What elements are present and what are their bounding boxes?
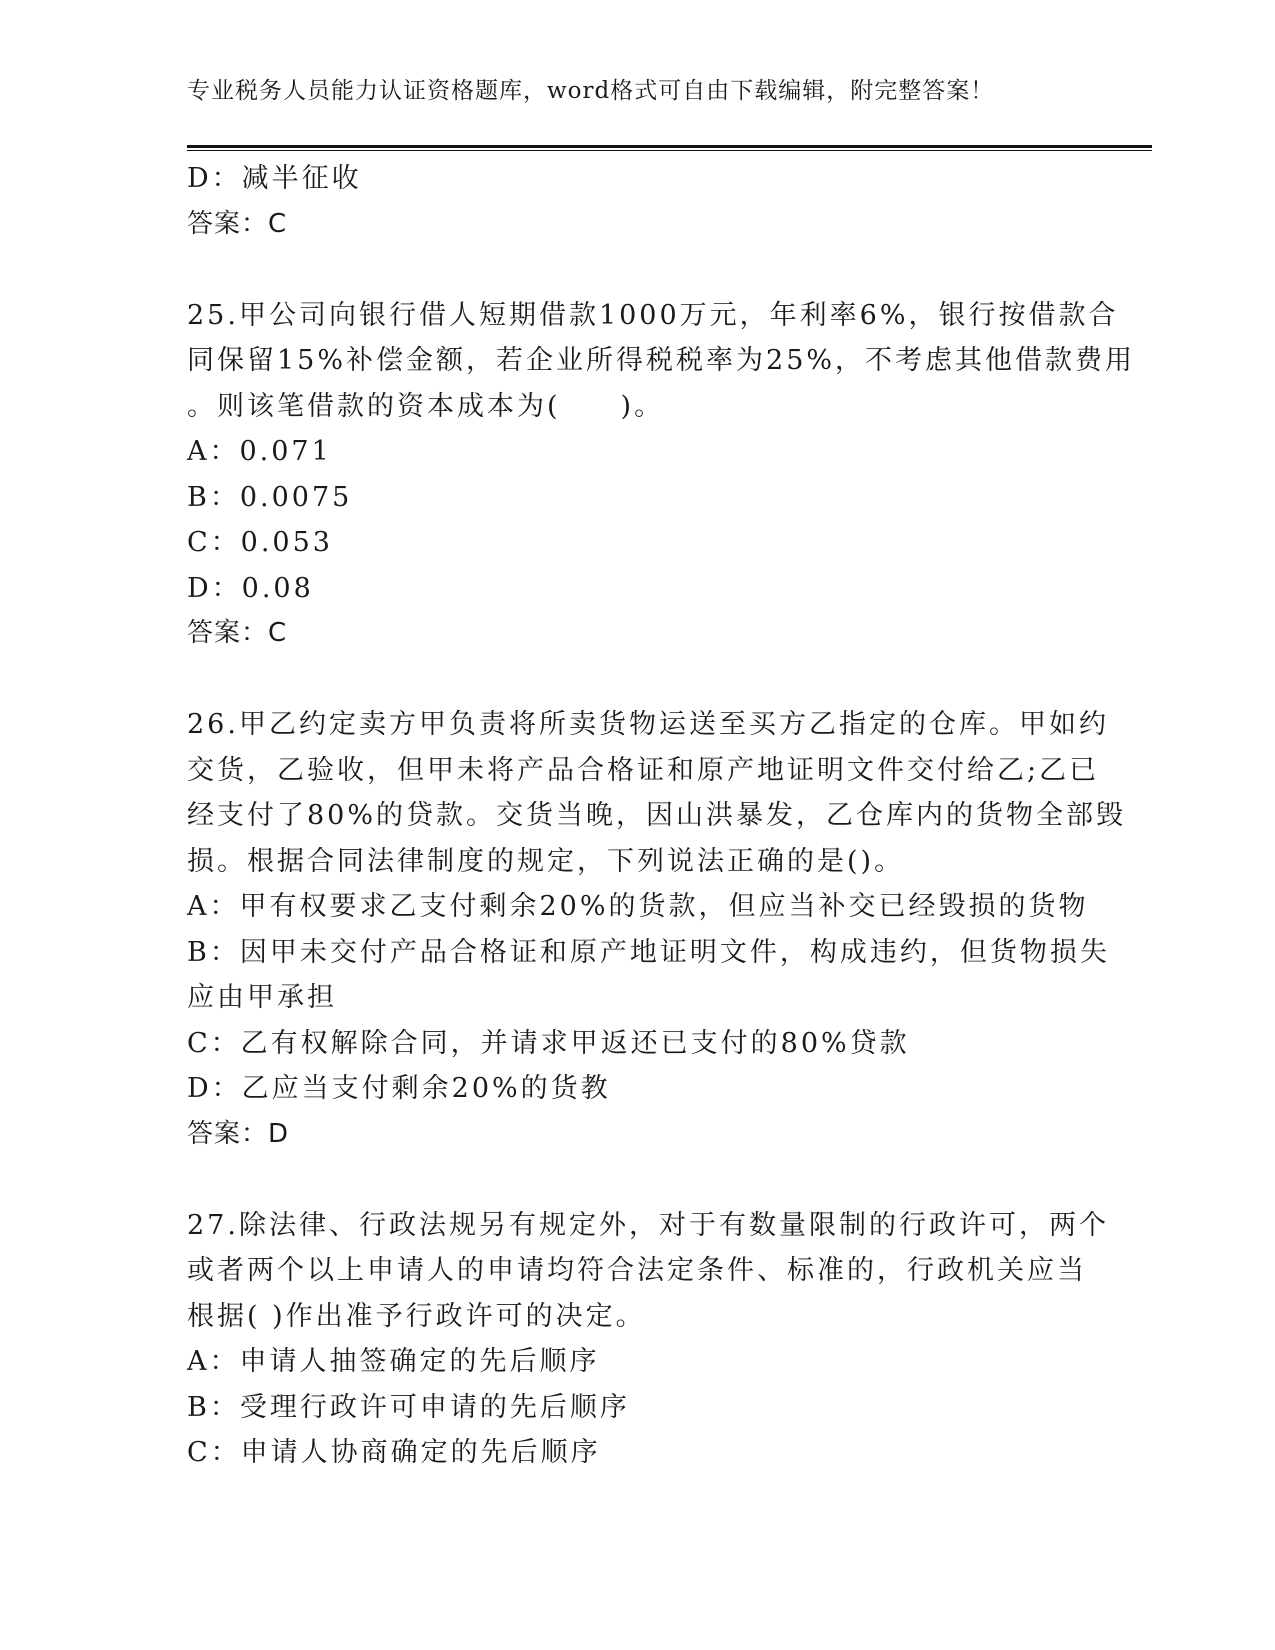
option-d: D：0.08 <box>187 572 314 604</box>
page-header: 专业税务人员能力认证资格题库，word格式可自由下载编辑，附完整答案！ <box>187 78 995 104</box>
option-b-continued: 应由甲承担 <box>187 982 337 1013</box>
option-b: B：受理行政许可申请的先后顺序 <box>187 1391 630 1423</box>
option-a: A：甲有权要求乙支付剩余20%的货款，但应当补交已经毁损的货物 <box>187 891 1089 922</box>
question-stem-line: 根据( )作出准予行政许可的决定。 <box>187 1300 646 1332</box>
option-c: C：乙有权解除合同，并请求甲返还已支付的80%贷款 <box>187 1027 910 1059</box>
question-26 <box>187 702 1127 1157</box>
question-stem-line: 27.除法律、行政法规另有规定外，对于有数量限制的行政许可，两个 <box>187 1209 1109 1241</box>
option-b: B：0.0075 <box>187 481 353 513</box>
option-c: C：0.053 <box>187 527 333 558</box>
option-b: B：因甲未交付产品合格证和原产地证明文件，构成违约，但货物损失 <box>187 936 1110 968</box>
answer-line: 答案：D <box>187 1118 290 1149</box>
previous-question-tail <box>187 156 1087 247</box>
question-25 <box>187 293 1136 657</box>
question-stem-line: 25.甲公司向银行借人短期借款1000万元，年利率6%，银行按借款合 <box>187 299 1119 331</box>
option-c: C：申请人协商确定的先后顺序 <box>187 1437 601 1468</box>
question-stem-line: 。则该笔借款的资本成本为( )。 <box>187 390 665 422</box>
question-stem-line: 26.甲乙约定卖方甲负责将所卖货物运送至买方乙指定的仓库。甲如约 <box>187 709 1109 740</box>
document-body <box>187 156 1136 1476</box>
question-stem-line: 损。根据合同法律制度的规定，下列说法正确的是()。 <box>187 845 905 877</box>
spacer <box>187 247 1087 293</box>
question-27 <box>187 1203 1109 1476</box>
question-stem-line: 经支付了80%的贷款。交货当晚，因山洪暴发，乙仓库内的货物全部毁 <box>187 800 1127 831</box>
question-stem-line: 同保留15%补偿金额，若企业所得税税率为25%，不考虑其他借款费用 <box>187 345 1136 376</box>
answer-line: 答案：C <box>187 618 288 648</box>
option-a: A：申请人抽签确定的先后顺序 <box>187 1346 600 1377</box>
option-d: D：乙应当支付剩余20%的货教 <box>187 1073 611 1104</box>
header-divider <box>187 145 1152 148</box>
answer-line: 答案：C <box>187 208 288 239</box>
spacer <box>187 657 1087 703</box>
option-d: D：减半征收 <box>187 163 362 194</box>
question-stem-line: 或者两个以上申请人的申请均符合法定条件、标准的，行政机关应当 <box>187 1255 1087 1286</box>
spacer <box>187 1157 1087 1203</box>
option-a: A：0.071 <box>187 436 332 467</box>
question-stem-line: 交货，乙验收，但甲未将产品合格证和原产地证明文件交付给乙;乙已 <box>187 754 1100 786</box>
